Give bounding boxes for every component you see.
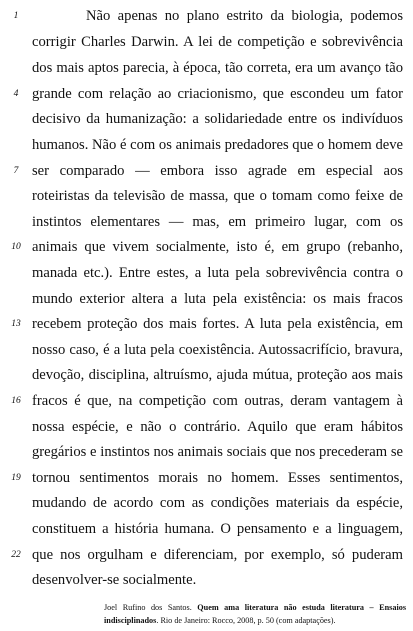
text-line: Não apenas no plano estrito da biologia, podemos — [86, 8, 403, 24]
text-line: instintos elementares — mas, em primeiro lugar, com os — [32, 214, 403, 230]
text-line: nossa espécie, e não o contrário. Aquilo que eram hábitos — [32, 419, 403, 435]
line-number: 22 — [11, 550, 21, 560]
line-number: 19 — [11, 473, 21, 483]
text-line: gregários e instintos nos animais sociais que nos precederam se — [32, 444, 403, 460]
line-number: 7 — [13, 166, 19, 176]
text-line: grande com relação ao criacionismo, que escondeu um fator — [32, 86, 403, 102]
text-line: nosso caso, é a luta pela coexistência. Autossacrifício, bravura, — [32, 342, 403, 358]
line-number: 16 — [11, 396, 21, 406]
text-line: humanos. Não é com os animais predadores que o homem deve — [32, 137, 403, 153]
text-line: fracos é que, na competição com outras, deram vantagem à — [32, 393, 403, 409]
text-line: constituem a história humana. O pensamento e a linguagem, — [32, 521, 403, 537]
text-line: mudando de acordo com as condições materiais da espécie, — [32, 495, 403, 511]
text-line: roteiristas da televisão de massa, que o tomam como feixe de — [32, 188, 403, 204]
line-number: 13 — [11, 319, 21, 329]
line-number: 4 — [13, 89, 19, 99]
text-line: recebem proteção dos mais fortes. A luta pela existência, em — [32, 316, 403, 332]
text-line: dos mais aptos parecia, à época, tão correta, era um avanço tão — [32, 60, 403, 76]
citation-title: Quem ama literatura não estuda literatura – Ensaios — [197, 603, 407, 612]
text-line: devoção, disciplina, altruísmo, ajuda mútua, proteção aos mais — [32, 367, 403, 383]
text-line: decisivo da humanização: a solidariedade entre os indivíduos — [32, 111, 403, 127]
text-line: manada etc.). Entre estes, a luta pela sobrevivência contra o — [32, 265, 403, 281]
text-line: mundo exterior altera a luta pela existência: os mais fracos — [32, 291, 403, 307]
text-line: animais que vivem socialmente, isto é, em grupo (rebanho, — [32, 239, 403, 255]
text-line: tornou sentimentos morais no homem. Esses sentimentos, — [32, 470, 403, 486]
text-line: que nos orgulham e diferenciam, por exemplo, só puderam — [32, 547, 403, 563]
citation-line-2 — [104, 615, 406, 627]
citation-author: Joel Rufino dos Santos. — [104, 603, 192, 612]
citation-publisher: . Rio de Janeiro: Rocco, 2008, p. 50 (com adaptações). — [156, 616, 336, 625]
citation-line-1 — [104, 602, 406, 614]
text-line: desenvolver-se socialmente. — [32, 572, 197, 588]
text-line: ser comparado — embora isso agrade em especial aos — [32, 163, 403, 179]
citation-title-cont: indisciplinados — [104, 616, 157, 625]
text-line: corrigir Charles Darwin. A lei de competição e sobrevivência — [32, 34, 403, 50]
line-number: 10 — [11, 242, 21, 252]
line-number: 1 — [13, 11, 19, 21]
